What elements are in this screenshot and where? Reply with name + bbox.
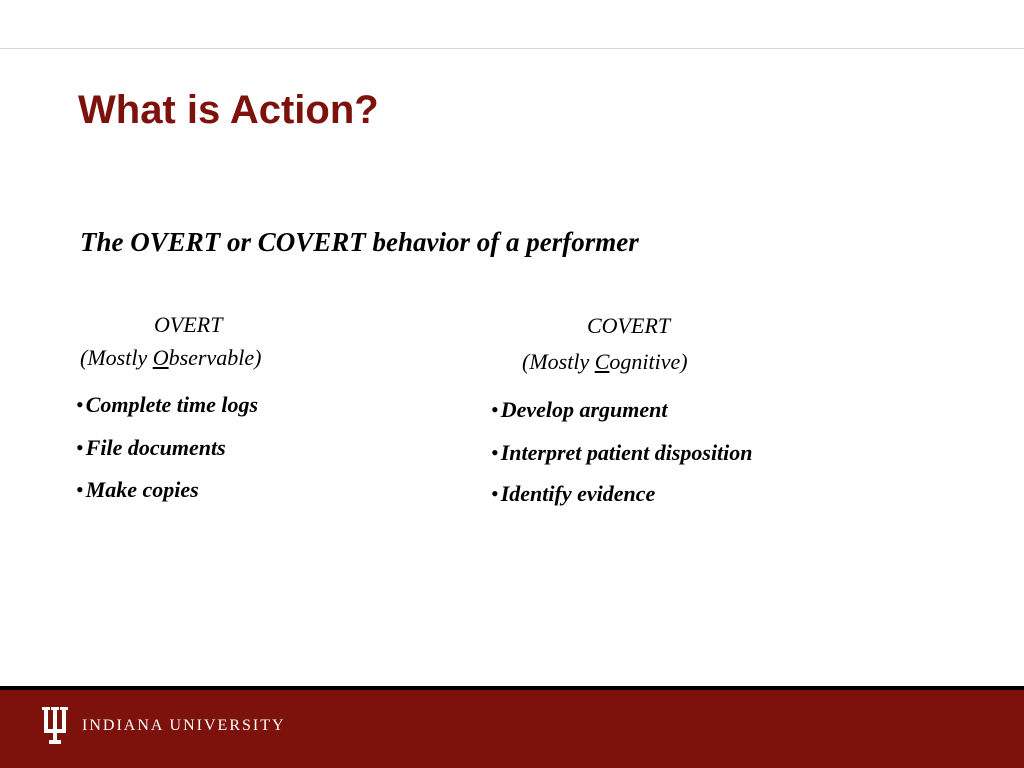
overt-bullet-2 — [76, 435, 226, 461]
overt-subheading-prefix: (Mostly — [80, 345, 153, 370]
overt-bullet-3 — [76, 477, 199, 503]
covert-bullet-text: Identify evidence — [500, 481, 656, 506]
overt-bullet-text: File documents — [85, 435, 226, 460]
university-name: INDIANA UNIVERSITY — [82, 717, 286, 734]
covert-subheading — [522, 349, 688, 375]
covert-bullet-text: Develop argument — [500, 397, 668, 422]
covert-bullet-text: Interpret patient disposition — [500, 440, 753, 465]
covert-subheading-prefix: (Mostly — [522, 349, 595, 374]
bullet-dot: • — [76, 477, 84, 502]
covert-subheading-suffix: ognitive) — [609, 349, 688, 374]
overt-subheading-letter: O — [152, 345, 169, 370]
bullet-dot: • — [76, 392, 84, 417]
overt-bullet-text: Complete time logs — [85, 392, 259, 417]
slide-subtitle: The OVERT or COVERT behavior of a performer — [80, 227, 639, 257]
covert-heading: COVERT — [587, 313, 671, 338]
covert-bullet-1 — [491, 397, 668, 423]
bullet-dot: • — [491, 440, 499, 465]
bullet-dot: • — [76, 435, 84, 460]
bullet-dot: • — [491, 397, 499, 422]
covert-bullet-2 — [491, 440, 753, 466]
iu-trident-icon — [40, 707, 70, 745]
bullet-dot: • — [491, 481, 499, 506]
slide-title: What is Action? — [78, 88, 379, 132]
covert-bullet-3 — [491, 481, 655, 507]
covert-subheading-letter: C — [594, 349, 610, 374]
overt-subheading — [80, 345, 261, 371]
overt-subheading-suffix: bservable) — [168, 345, 262, 370]
overt-bullet-text: Make copies — [85, 477, 199, 502]
top-divider — [0, 48, 1024, 49]
overt-heading: OVERT — [154, 312, 223, 337]
overt-bullet-1 — [76, 392, 258, 418]
